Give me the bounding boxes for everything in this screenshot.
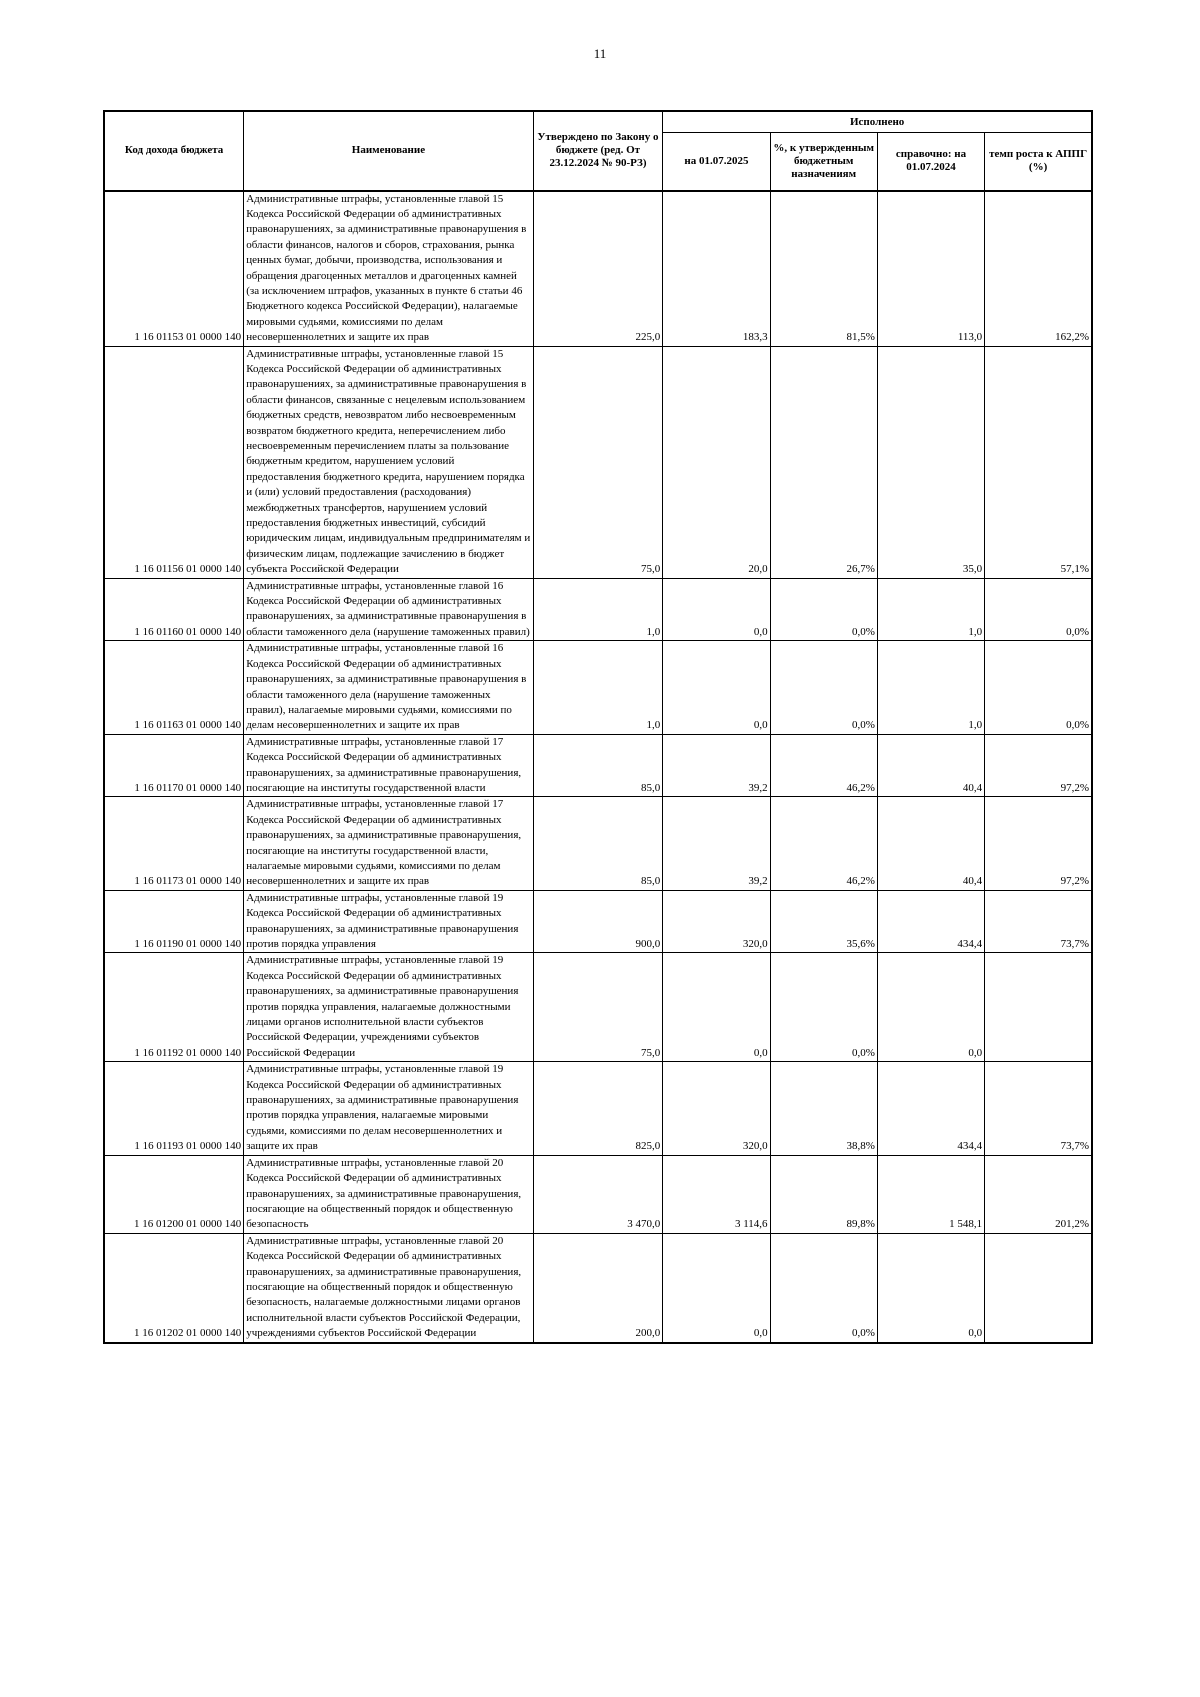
cell-executed: 320,0 [663, 1062, 770, 1155]
cell-pct: 26,7% [770, 346, 877, 578]
cell-name: Административные штрафы, установленные главой 17 Кодекса Российской Федерации об административных правонарушениях, за административные правонарушения, посягающие на институты государственной власти [244, 734, 534, 797]
cell-reference: 1,0 [877, 641, 984, 734]
cell-executed: 20,0 [663, 346, 770, 578]
cell-code: 1 16 01163 01 0000 140 [104, 641, 244, 734]
cell-pct: 0,0% [770, 578, 877, 641]
header-growth-rate: темп роста к АППГ (%) [985, 133, 1092, 191]
cell-reference: 35,0 [877, 346, 984, 578]
cell-reference: 113,0 [877, 191, 984, 347]
cell-reference: 0,0 [877, 1233, 984, 1342]
table-row [104, 1155, 1092, 1233]
cell-executed: 39,2 [663, 734, 770, 797]
cell-growth: 97,2% [985, 797, 1092, 890]
cell-approved: 85,0 [533, 797, 663, 890]
table-row [104, 797, 1092, 890]
cell-growth: 73,7% [985, 890, 1092, 953]
cell-executed: 320,0 [663, 890, 770, 953]
cell-approved: 825,0 [533, 1062, 663, 1155]
cell-code: 1 16 01156 01 0000 140 [104, 346, 244, 578]
cell-name: Административные штрафы, установленные главой 20 Кодекса Российской Федерации об административных правонарушениях, за административные правонарушения, посягающие на общественный порядок и общественную безопасность [244, 1155, 534, 1233]
cell-growth: 201,2% [985, 1155, 1092, 1233]
cell-growth: 0,0% [985, 578, 1092, 641]
header-approved: Утверждено по Закону о бюджете (ред. От 23.12.2024 № 90-РЗ) [533, 111, 663, 191]
cell-executed: 0,0 [663, 641, 770, 734]
cell-approved: 1,0 [533, 578, 663, 641]
cell-executed: 3 114,6 [663, 1155, 770, 1233]
budget-revenue-table [103, 110, 1093, 1344]
cell-executed: 183,3 [663, 191, 770, 347]
cell-name: Административные штрафы, установленные главой 19 Кодекса Российской Федерации об административных правонарушениях, за административные правонарушения против порядка управления, налагаемые должностными лицами органов исполнительной власти субъектов Российской Федерации, учреждениями субъектов Российской Федерации [244, 953, 534, 1062]
cell-approved: 900,0 [533, 890, 663, 953]
table-header [104, 111, 1092, 191]
cell-growth: 0,0% [985, 641, 1092, 734]
cell-name: Административные штрафы, установленные главой 15 Кодекса Российской Федерации об административных правонарушениях, за административные правонарушения в области финансов, налогов и сборов, страхования, рынка ценных бумаг, добычи, производства, использования и обращения драгоценных металлов и драгоценных камней (за исключением штрафов, указанных в пункте 6 статьи 46 Бюджетного кодекса Российской Федерации), налагаемые мировыми судьями, комиссиями по делам несовершеннолетних и защите их прав [244, 191, 534, 347]
cell-reference: 1 548,1 [877, 1155, 984, 1233]
cell-approved: 200,0 [533, 1233, 663, 1342]
cell-pct: 46,2% [770, 797, 877, 890]
header-reference: справочно: на 01.07.2024 [877, 133, 984, 191]
table-row [104, 734, 1092, 797]
cell-executed: 0,0 [663, 1233, 770, 1342]
cell-code: 1 16 01190 01 0000 140 [104, 890, 244, 953]
cell-reference: 434,4 [877, 890, 984, 953]
cell-pct: 89,8% [770, 1155, 877, 1233]
cell-code: 1 16 01192 01 0000 140 [104, 953, 244, 1062]
cell-code: 1 16 01202 01 0000 140 [104, 1233, 244, 1342]
cell-executed: 0,0 [663, 578, 770, 641]
cell-growth: 73,7% [985, 1062, 1092, 1155]
cell-approved: 75,0 [533, 953, 663, 1062]
cell-code: 1 16 01200 01 0000 140 [104, 1155, 244, 1233]
cell-approved: 85,0 [533, 734, 663, 797]
cell-name: Административные штрафы, установленные главой 15 Кодекса Российской Федерации об административных правонарушениях, за административные правонарушения в области финансов, связанные с нецелевым использованием бюджетных средств, невозвратом либо несвоевременным возвратом бюджетного кредита, неперечислением либо несвоевременным перечислением платы за пользование бюджетным кредитом, нарушением условий предоставления бюджетного кредита, нарушением порядка и (или) условий предоставления (расходования) межбюджетных трансфертов, нарушением условий предоставления бюджетных инвестиций, субсидий юридическим лицам, индивидуальным предпринимателям и физическим лицам, подлежащие зачислению в бюджет субъекта Российской Федерации [244, 346, 534, 578]
cell-name: Административные штрафы, установленные главой 17 Кодекса Российской Федерации об административных правонарушениях, за административные правонарушения, посягающие на институты государственной власти, налагаемые мировыми судьями, комиссиями по делам несовершеннолетних и защите их прав [244, 797, 534, 890]
cell-name: Административные штрафы, установленные главой 19 Кодекса Российской Федерации об административных правонарушениях, за административные правонарушения против порядка управления [244, 890, 534, 953]
cell-pct: 38,8% [770, 1062, 877, 1155]
cell-name: Административные штрафы, установленные главой 16 Кодекса Российской Федерации об административных правонарушениях, за административные правонарушения в области таможенного дела (нарушение таможенных правил), налагаемые мировыми судьями, комиссиями по делам несовершеннолетних и защите их прав [244, 641, 534, 734]
page-number: 11 [593, 46, 607, 61]
cell-pct: 35,6% [770, 890, 877, 953]
cell-name: Административные штрафы, установленные главой 16 Кодекса Российской Федерации об административных правонарушениях, за административные правонарушения в области таможенного дела (нарушение таможенных правил) [244, 578, 534, 641]
cell-reference: 40,4 [877, 797, 984, 890]
cell-pct: 81,5% [770, 191, 877, 347]
cell-code: 1 16 01193 01 0000 140 [104, 1062, 244, 1155]
cell-growth [985, 1233, 1092, 1342]
cell-approved: 3 470,0 [533, 1155, 663, 1233]
cell-code: 1 16 01160 01 0000 140 [104, 578, 244, 641]
table-row [104, 578, 1092, 641]
table-row [104, 953, 1092, 1062]
cell-name: Административные штрафы, установленные главой 19 Кодекса Российской Федерации об административных правонарушениях, за административные правонарушения против порядка управления, налагаемые мировыми судьями, комиссиями по делам несовершеннолетних и защите их прав [244, 1062, 534, 1155]
header-executed-group: Исполнено [663, 111, 1092, 133]
cell-code: 1 16 01153 01 0000 140 [104, 191, 244, 347]
cell-pct: 0,0% [770, 641, 877, 734]
cell-code: 1 16 01173 01 0000 140 [104, 797, 244, 890]
cell-growth: 162,2% [985, 191, 1092, 347]
table-row [104, 890, 1092, 953]
cell-name: Административные штрафы, установленные главой 20 Кодекса Российской Федерации об административных правонарушениях, за административные правонарушения, посягающие на общественный порядок и общественную безопасность, налагаемые должностными лицами органов исполнительной власти субъектов Российской Федерации, учреждениями субъектов Российской Федерации [244, 1233, 534, 1342]
cell-growth [985, 953, 1092, 1062]
cell-executed: 39,2 [663, 797, 770, 890]
cell-pct: 46,2% [770, 734, 877, 797]
cell-reference: 40,4 [877, 734, 984, 797]
header-name: Наименование [244, 111, 534, 191]
cell-approved: 225,0 [533, 191, 663, 347]
header-code: Код дохода бюджета [104, 111, 244, 191]
header-pct-of-approved: %, к утвержденным бюджетным назначениям [770, 133, 877, 191]
cell-pct: 0,0% [770, 1233, 877, 1342]
cell-approved: 75,0 [533, 346, 663, 578]
table-row [104, 641, 1092, 734]
cell-reference: 434,4 [877, 1062, 984, 1155]
cell-growth: 97,2% [985, 734, 1092, 797]
header-executed-date: на 01.07.2025 [663, 133, 770, 191]
table-row [104, 1233, 1092, 1342]
cell-approved: 1,0 [533, 641, 663, 734]
cell-reference: 1,0 [877, 578, 984, 641]
cell-code: 1 16 01170 01 0000 140 [104, 734, 244, 797]
cell-growth: 57,1% [985, 346, 1092, 578]
table-body [104, 191, 1092, 1343]
cell-reference: 0,0 [877, 953, 984, 1062]
cell-executed: 0,0 [663, 953, 770, 1062]
table-row [104, 1062, 1092, 1155]
table-row [104, 191, 1092, 347]
table-row [104, 346, 1092, 578]
cell-pct: 0,0% [770, 953, 877, 1062]
